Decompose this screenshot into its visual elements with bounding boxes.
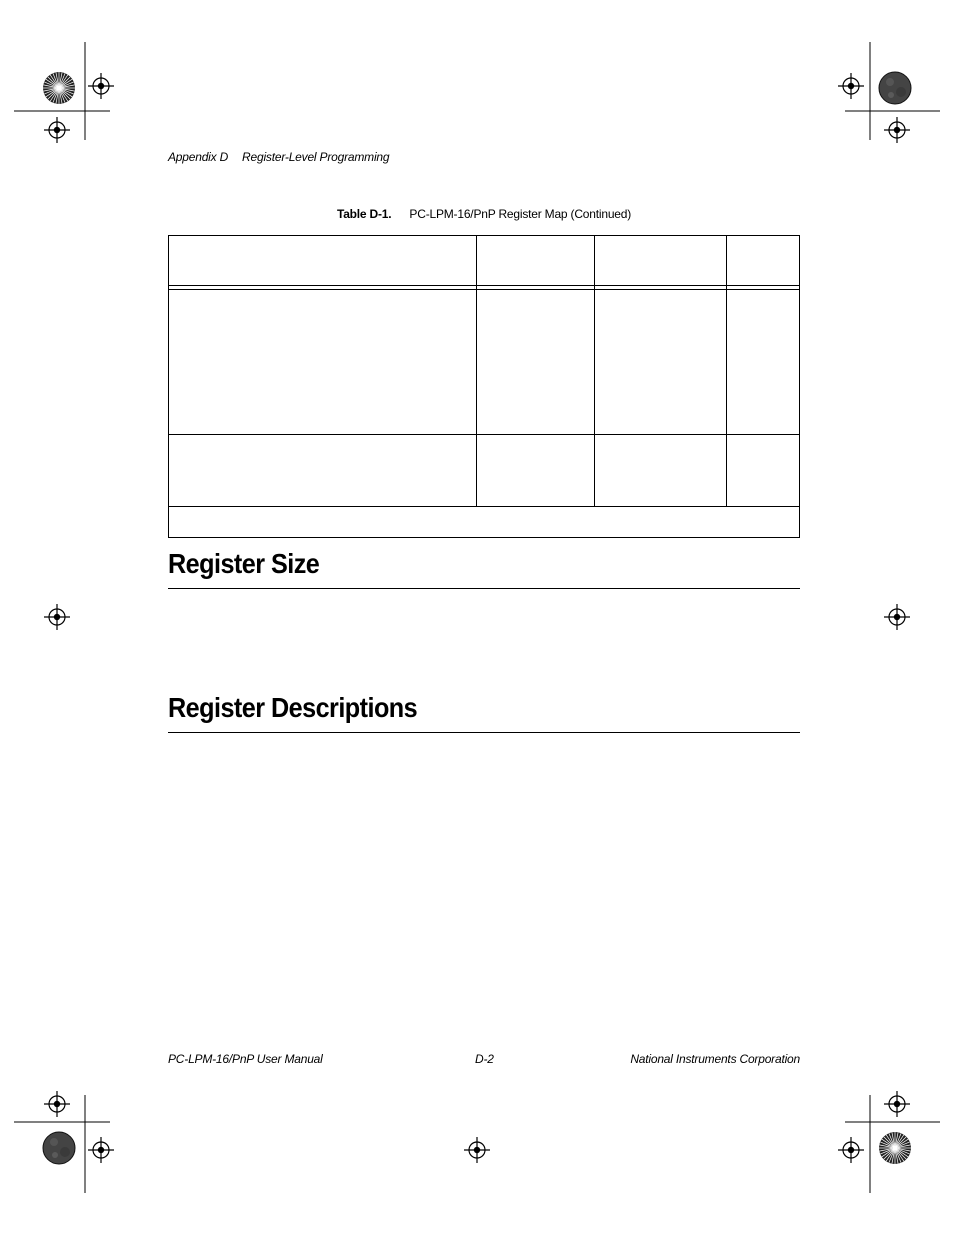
section-heading-register-size: Register Size — [168, 548, 320, 579]
register-map-table — [168, 235, 800, 538]
footer-page-number: D-2 — [475, 1052, 494, 1066]
table-caption — [0, 207, 954, 221]
section-rule — [168, 588, 800, 589]
table-header-rule-2 — [169, 289, 799, 290]
table-row-divider — [169, 434, 799, 435]
section-heading-register-descriptions: Register Descriptions — [168, 692, 418, 723]
table-row-divider — [169, 506, 799, 507]
footer-manual-title: PC-LPM-16/PnP User Manual — [168, 1052, 323, 1066]
header-chapter: Register-Level Programming — [242, 150, 390, 164]
footer-company: National Instruments Corporation — [630, 1052, 800, 1066]
section-rule — [168, 732, 800, 733]
table-column-divider — [594, 236, 595, 506]
table-header-rule — [169, 285, 799, 286]
running-header — [168, 150, 389, 164]
table-column-divider — [476, 236, 477, 506]
table-number: Table D-1. — [336, 207, 392, 221]
table-column-divider — [726, 236, 727, 506]
header-appendix: Appendix D — [168, 150, 229, 164]
table-title: PC-LPM-16/PnP Register Map (Continued) — [409, 207, 632, 221]
